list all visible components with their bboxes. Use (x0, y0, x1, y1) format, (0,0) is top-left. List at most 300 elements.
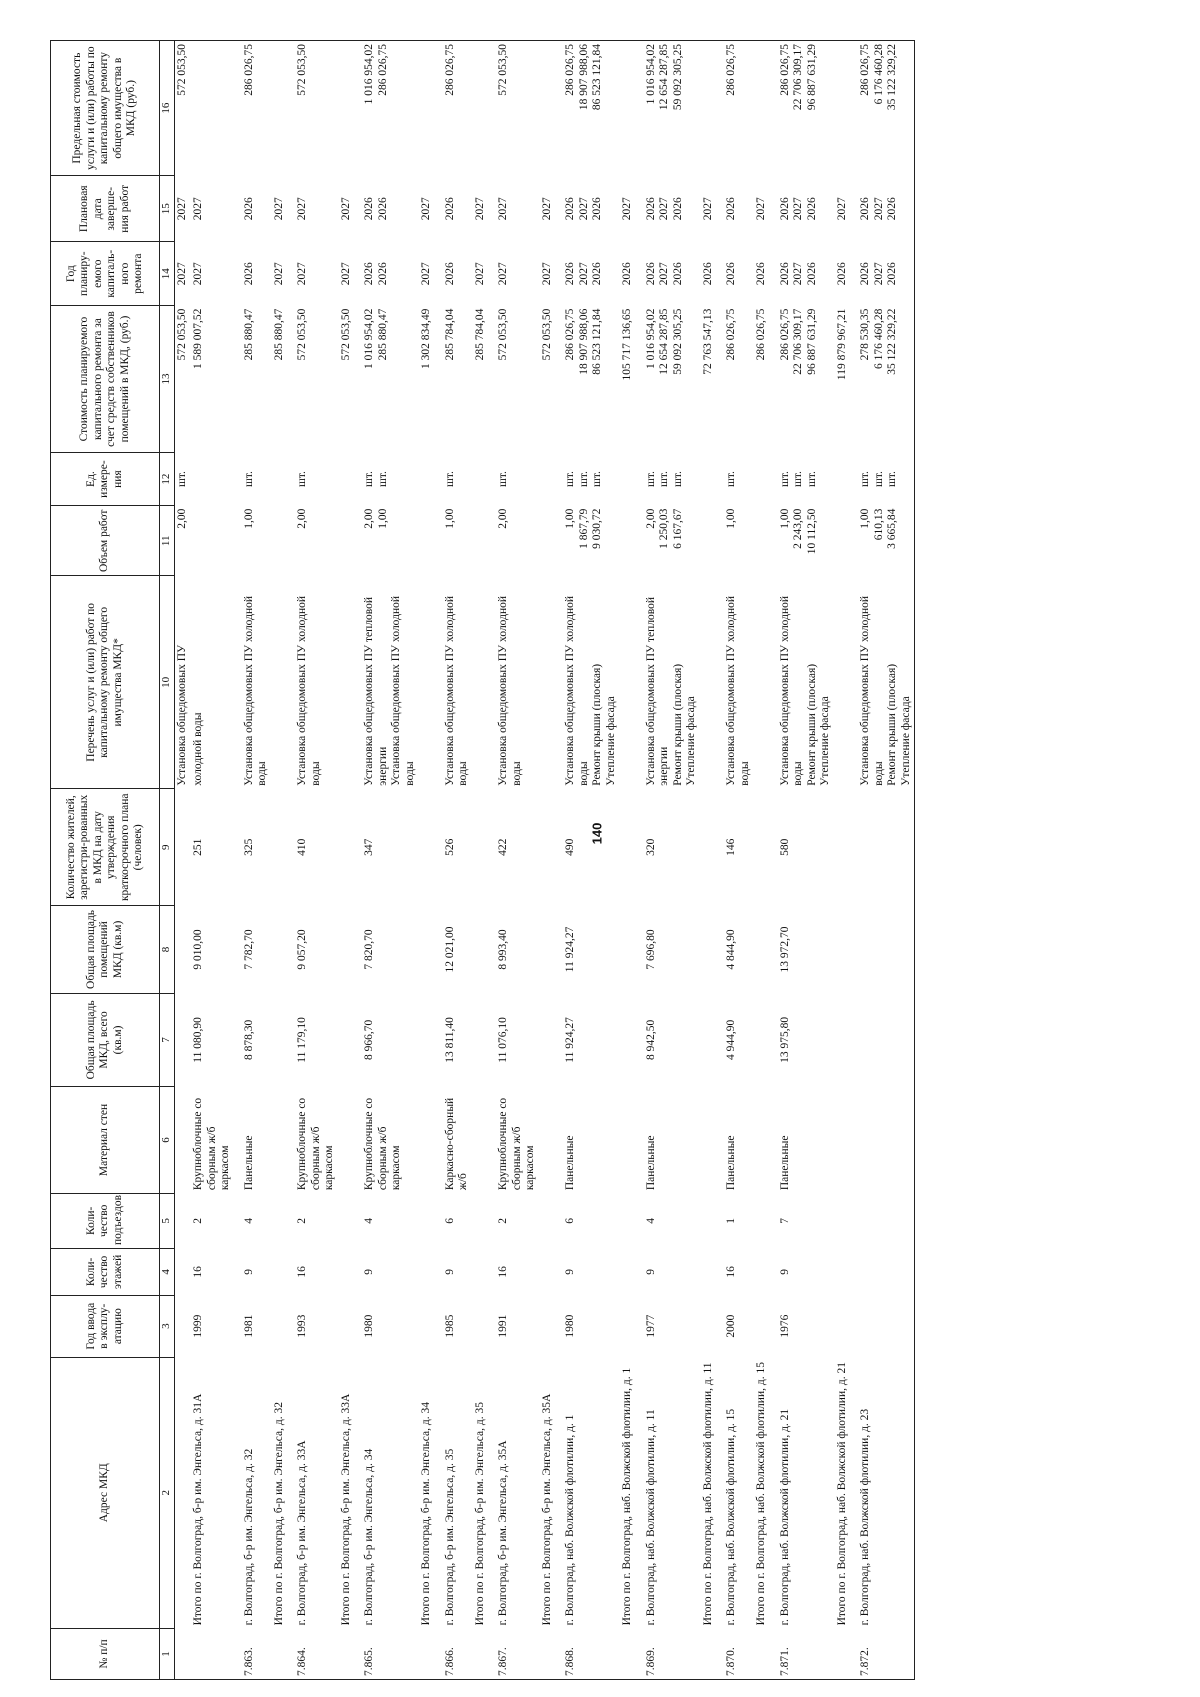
row-number: 7.866. (443, 1647, 456, 1676)
cost-line: 6 176 460,28 (872, 308, 885, 369)
floors-cell: 16 (192, 1266, 204, 1278)
end-date-cell (190, 176, 237, 242)
cost-line: 18 907 988,06 (577, 308, 590, 375)
year-cell (834, 1295, 854, 1357)
work-cell (357, 576, 418, 789)
end-date-cell (271, 176, 291, 242)
cost-line: 22 706 309,17 (792, 308, 804, 375)
end-date-cell (753, 176, 773, 242)
unit-cell (290, 452, 338, 505)
entrances-cell: 4 (363, 1217, 375, 1224)
end-date-cell (558, 176, 619, 242)
limit-cell (190, 41, 237, 176)
repair-year-line: 2026 (725, 262, 737, 286)
column-header: Общая площадь помещений МКД (кв.м) (51, 906, 160, 993)
total-area-cell (700, 993, 720, 1087)
unit-cell (237, 452, 271, 505)
entrances-cell (418, 1193, 438, 1248)
repair-year-line: 2026 (859, 262, 871, 286)
wall-material-cell (418, 1087, 438, 1193)
cost-cell (438, 306, 472, 453)
volume-line: 1 250,03 (658, 508, 670, 549)
residents-cell (418, 789, 438, 906)
floors-cell: 9 (242, 1269, 255, 1275)
column-number: 2 (160, 1357, 175, 1628)
work-line: Утепление фасада (685, 696, 697, 786)
work-cell (639, 576, 700, 789)
repair-year-cell (438, 242, 472, 306)
cost-line: 96 887 631,29 (805, 308, 818, 375)
year-cell: 1985 (443, 1314, 456, 1338)
column-header: Стоимость планируемого капитального ремонта за счет средств собственников помещений в МКД, (руб.) (51, 306, 160, 453)
cost-line: 1 016 954,02 (644, 308, 657, 369)
address-cell: г. Волгоград, б-р им. Энгельса, д. 35 (443, 1448, 456, 1626)
total-area-cell: 13 811,40 (443, 1017, 456, 1063)
entrances-cell: 2 (192, 1217, 204, 1224)
floors-cell: 9 (644, 1269, 657, 1275)
cost-cell (357, 306, 418, 453)
premises-area-cell: 7 820,70 (363, 929, 375, 970)
unit-cell: шт. (175, 471, 188, 488)
end-date-cell (773, 176, 834, 242)
volume-cell (237, 506, 271, 576)
floors-cell (338, 1248, 358, 1295)
volume-cell: 2,00 (175, 508, 188, 529)
residents-cell (700, 789, 720, 906)
unit-cell (834, 452, 854, 505)
premises-area-cell (753, 906, 773, 993)
repair-year-line: 2026 (755, 262, 767, 286)
empty-cell (174, 789, 190, 906)
column-header: Год ввода в эксплу-атацию (51, 1295, 160, 1357)
volume-cell (558, 506, 619, 576)
year-cell: 1991 (497, 1314, 509, 1338)
row-number: 7.872. (859, 1647, 871, 1676)
repair-year-line: 2027 (296, 262, 308, 286)
row-number: 7.870. (725, 1647, 737, 1676)
end-date-cell (853, 176, 915, 242)
repair-year-cell (700, 242, 720, 306)
column-header: Материал стен (51, 1087, 160, 1193)
repair-year-line: 2027 (473, 262, 486, 286)
volume-line: 1,00 (242, 508, 255, 529)
work-cell (834, 576, 854, 789)
cost-cell (472, 306, 492, 453)
empty-cell (174, 1193, 190, 1248)
empty-cell (174, 1295, 190, 1357)
limit-line: 1 016 954,02 (644, 44, 657, 105)
repair-year-cell (290, 242, 338, 306)
address-row (773, 41, 834, 1680)
repair-year-cell (773, 242, 834, 306)
year-cell (753, 1295, 773, 1357)
cost-cell (834, 306, 854, 453)
end-date-cell (290, 176, 338, 242)
end-date-line: 2026 (242, 197, 255, 221)
work-cell (558, 576, 619, 789)
unit-cell (539, 452, 559, 505)
cost-cell (619, 306, 639, 453)
row-number (539, 1628, 559, 1679)
limit-cell (639, 41, 700, 176)
limit-line: 59 092 305,25 (671, 44, 684, 111)
work-line: Установка общедомовых ПУ тепловой энергии (363, 596, 389, 786)
total-area-cell: 11 076,10 (497, 1017, 509, 1063)
total-area-cell: 11 924,27 (564, 1017, 576, 1063)
column-header: Коли-чество этажей (51, 1248, 160, 1295)
repair-year-cell (357, 242, 418, 306)
column-header: Ед. измере-ния (51, 452, 160, 505)
limit-line: 96 887 631,29 (805, 44, 818, 111)
wall-material-cell: Крупноблочные со сборным ж/б каркасом (363, 1097, 402, 1191)
premises-area-cell: 13 972,70 (778, 926, 791, 973)
work-line: Установка общедомовых ПУ холодной воды (859, 595, 885, 786)
cost-cell (418, 306, 438, 453)
total-row (472, 41, 492, 1680)
repair-year-cell (491, 242, 539, 306)
cost-line: 572 053,50 (497, 308, 509, 361)
total-row (338, 41, 358, 1680)
address-cell: Итого по г. Волгоград, б-р им. Энгельса, д. 35А (540, 1393, 553, 1626)
total-row (271, 41, 291, 1680)
unit-line: шт. (792, 471, 804, 488)
end-date-cell (700, 176, 720, 242)
end-date-line: 2026 (644, 197, 657, 221)
limit-cell: 572 053,50 (175, 44, 188, 96)
empty-cell (174, 906, 190, 993)
unit-cell (773, 452, 834, 505)
wall-material-cell: Каркасно-сборный ж/б (443, 1097, 469, 1191)
cost-cell (558, 306, 619, 453)
work-cell: Установка общедомовых ПУ (175, 644, 188, 786)
wall-material-cell (834, 1087, 854, 1193)
cost-cell (700, 306, 720, 453)
cost-line: 1 016 954,02 (363, 308, 375, 369)
volume-cell (190, 506, 237, 576)
repair-year-line: 2027 (792, 262, 804, 286)
address-cell: Итого по г. Волгоград, наб. Волжской флотилии, д. 1 (621, 1367, 633, 1626)
entrances-cell: 2 (497, 1217, 509, 1224)
unit-line: шт. (778, 471, 791, 488)
volume-line: 1,00 (859, 508, 871, 529)
total-area-cell: 8 942,50 (644, 1019, 657, 1061)
work-line: Установка общедомовых ПУ холодной воды (296, 595, 322, 786)
work-line: Установка общедомовых ПУ холодной воды (497, 595, 523, 786)
cost-line: 572 053,50 (296, 308, 308, 361)
column-number: 11 (160, 506, 175, 576)
unit-line: шт. (577, 471, 590, 488)
row-number: 7.867. (497, 1647, 509, 1676)
year-cell: 1981 (242, 1314, 255, 1338)
page-number: 140 (589, 822, 605, 845)
address-cell: г. Волгоград, наб. Волжской флотилии, д. 23 (859, 1408, 871, 1626)
end-date-line: 2027 (755, 197, 767, 221)
row-number: 7.871. (778, 1647, 791, 1676)
address-row (491, 41, 539, 1680)
volume-line: 2,00 (644, 508, 657, 529)
residents-cell: 325 (242, 838, 255, 856)
total-row (700, 41, 720, 1680)
wall-material-cell (753, 1087, 773, 1193)
residents-cell: 526 (443, 838, 456, 856)
work-line: Ремонт крыши (плоская) (591, 663, 603, 786)
end-date-line: 2026 (886, 197, 898, 221)
floors-cell (619, 1248, 639, 1295)
wall-material-cell (619, 1087, 639, 1193)
work-line: Утепление фасада (819, 696, 831, 786)
address-row (237, 41, 271, 1680)
limit-cell (491, 41, 539, 176)
unit-line: шт. (658, 471, 670, 488)
end-date-line: 2026 (591, 197, 603, 221)
end-date-cell (834, 176, 854, 242)
limit-line: 286 026,75 (859, 44, 871, 96)
total-area-cell (539, 993, 559, 1087)
cost-cell (773, 306, 834, 453)
limit-cell (237, 41, 271, 176)
cost-line: 572 053,50 (339, 308, 352, 361)
total-area-cell: 8 966,70 (363, 1019, 375, 1061)
cost-cell (190, 306, 237, 453)
repair-year-line: 2027 (272, 262, 285, 286)
total-row (418, 41, 438, 1680)
volume-cell (539, 506, 559, 576)
work-cell (773, 576, 834, 789)
premises-area-cell (853, 906, 915, 993)
premises-area-cell (834, 906, 854, 993)
address-row (357, 41, 418, 1680)
repair-year-line: 2026 (242, 262, 255, 286)
residents-cell (539, 789, 559, 906)
repair-year-cell (558, 242, 619, 306)
volume-cell (290, 506, 338, 576)
end-date-line: 2027 (296, 197, 308, 221)
total-row (753, 41, 773, 1680)
limit-cell (853, 41, 915, 176)
unit-line: шт. (859, 471, 871, 488)
floors-cell: 16 (296, 1266, 308, 1278)
unit-cell (338, 452, 358, 505)
volume-line: 1,00 (443, 508, 456, 529)
end-date-cell (639, 176, 700, 242)
row-number (619, 1628, 639, 1679)
empty-cell (174, 1357, 190, 1628)
work-cell (237, 576, 271, 789)
cost-line: 105 717 136,65 (621, 308, 633, 381)
limit-line: 572 053,50 (296, 44, 308, 96)
column-number: 16 (160, 41, 175, 176)
work-line: Утепление фасада (899, 696, 912, 786)
end-date-line: 2027 (577, 197, 590, 221)
column-number: 13 (160, 306, 175, 453)
work-line: Ремонт крыши (плоская) (805, 663, 818, 786)
work-cell (438, 576, 472, 789)
volume-cell (271, 506, 291, 576)
limit-line: 1 016 954,02 (363, 44, 375, 105)
column-number: 9 (160, 789, 175, 906)
limit-cell (290, 41, 338, 176)
total-area-cell: 13 975,80 (778, 1016, 791, 1063)
volume-cell (472, 506, 492, 576)
column-number: 10 (160, 576, 175, 789)
work-cell (700, 576, 720, 789)
entrances-cell (472, 1193, 492, 1248)
empty-cell (174, 1248, 190, 1295)
row-number (472, 1628, 492, 1679)
entrances-cell (700, 1193, 720, 1248)
volume-line: 9 030,72 (591, 508, 603, 549)
wall-material-cell: Панельные (778, 1135, 791, 1191)
limit-cell (357, 41, 418, 176)
floors-cell: 16 (497, 1266, 509, 1278)
column-header: Адрес МКД (51, 1357, 160, 1628)
repair-year-line: 2026 (644, 262, 657, 286)
row-number: 7.864. (296, 1647, 308, 1676)
unit-line: шт. (564, 471, 576, 488)
repair-year-line: 2026 (701, 262, 714, 286)
row-number (418, 1628, 438, 1679)
address-cell: Итого по г. Волгоград, б-р им. Энгельса, д. 31А (192, 1393, 204, 1626)
unit-line: шт. (497, 471, 509, 488)
volume-cell (338, 506, 358, 576)
wall-material-cell (271, 1087, 291, 1193)
empty-cell (174, 1087, 190, 1193)
limit-line: 12 654 287,85 (658, 44, 670, 111)
wall-material-cell: Панельные (725, 1135, 737, 1191)
column-number: 1 (160, 1628, 175, 1679)
column-number: 8 (160, 906, 175, 993)
work-cell (290, 576, 338, 789)
cost-line: 1 302 834,49 (420, 308, 432, 369)
premises-area-cell (418, 906, 438, 993)
end-date-cell: 2027 (175, 197, 188, 221)
wall-material-cell (853, 1087, 915, 1193)
cost-line: 119 879 967,21 (835, 308, 848, 381)
residents-cell: 251 (192, 838, 204, 856)
floors-cell: 16 (725, 1266, 737, 1278)
repair-year-line: 2027 (420, 262, 432, 286)
limit-line: 6 176 460,28 (872, 44, 885, 105)
end-date-cell (539, 176, 559, 242)
limit-cell (834, 41, 854, 176)
work-cell (338, 576, 358, 789)
column-header: Плановая дата заверше-ния работ (51, 176, 160, 242)
repair-year-line: 2027 (339, 262, 352, 286)
volume-line: 1,00 (564, 508, 576, 529)
unit-line: шт. (671, 471, 684, 488)
work-line: Установка общедомовых ПУ тепловой энергии (644, 596, 670, 786)
unit-cell (619, 452, 639, 505)
repair-year-cell (418, 242, 438, 306)
cost-cell (237, 306, 271, 453)
unit-cell (438, 452, 472, 505)
year-cell: 1980 (363, 1314, 375, 1338)
total-area-cell (418, 993, 438, 1087)
limit-line: 86 523 121,84 (591, 44, 603, 111)
row-number (271, 1628, 291, 1679)
total-row (834, 41, 854, 1680)
row-number (190, 1628, 237, 1679)
limit-cell (271, 41, 291, 176)
work-cell (719, 576, 753, 789)
premises-area-cell (700, 906, 720, 993)
unit-cell (700, 452, 720, 505)
limit-cell (472, 41, 492, 176)
end-date-cell (418, 176, 438, 242)
cost-line: 278 530,35 (859, 308, 871, 361)
cost-cell (853, 306, 915, 453)
unit-cell (190, 452, 237, 505)
work-line: Установка общедомовых ПУ холодной воды (390, 595, 416, 786)
work-line: Ремонт крыши (плоская) (886, 663, 898, 786)
limit-line: 35 122 329,22 (886, 44, 898, 111)
repair-year-cell (338, 242, 358, 306)
limit-line: 286 026,75 (564, 44, 576, 96)
volume-line: 1,00 (376, 508, 389, 529)
residents-cell (338, 789, 358, 906)
column-header: Общая площадь МКД, всего (кв.м) (51, 993, 160, 1087)
work-line: Установка общедомовых ПУ холодной воды (242, 595, 268, 786)
unit-cell (357, 452, 418, 505)
table-header (51, 41, 175, 1680)
cost-cell (539, 306, 559, 453)
address-cell: Итого по г. Волгоград, б-р им. Энгельса, д. 35 (473, 1402, 486, 1626)
work-cell (472, 576, 492, 789)
premises-area-cell: 7 696,80 (644, 929, 657, 970)
total-area-cell: 11 179,10 (296, 1017, 308, 1063)
volume-cell (418, 506, 438, 576)
cost-line: 286 026,75 (778, 308, 791, 361)
work-line: холодной воды (192, 712, 204, 786)
column-number: 4 (160, 1248, 175, 1295)
address-cell: Итого по г. Волгоград, б-р им. Энгельса, д. 33А (339, 1393, 352, 1626)
unit-cell (639, 452, 700, 505)
end-date-cell (438, 176, 472, 242)
year-cell: 2000 (725, 1314, 737, 1338)
limit-line: 286 026,75 (443, 44, 456, 96)
repair-year-line: 2027 (872, 262, 885, 286)
limit-cell (619, 41, 639, 176)
residents-cell: 146 (725, 838, 737, 856)
work-cell (619, 576, 639, 789)
rotated-table-container (50, 40, 1160, 1680)
volume-cell (753, 506, 773, 576)
volume-cell (639, 506, 700, 576)
year-cell: 1980 (564, 1314, 576, 1338)
floors-cell (853, 1248, 915, 1295)
end-date-line: 2027 (835, 197, 848, 221)
repair-year-cell (190, 242, 237, 306)
floors-cell: 9 (564, 1269, 576, 1275)
end-date-line: 2027 (701, 197, 714, 221)
volume-line: 1,00 (778, 508, 791, 529)
address-cell: Итого по г. Волгоград, б-р им. Энгельса, д. 34 (420, 1402, 432, 1626)
unit-line: шт. (872, 471, 885, 488)
column-header: Количество жителей, зарегистри-рованных в МКД на дату утверждения краткосрочного плана (человек) (51, 789, 160, 906)
end-date-line: 2027 (792, 197, 804, 221)
limit-cell (558, 41, 619, 176)
residents-cell (271, 789, 291, 906)
unit-line: шт. (725, 471, 737, 488)
volume-cell (438, 506, 472, 576)
unit-cell (472, 452, 492, 505)
work-cell (491, 576, 539, 789)
repair-year-line: 2026 (591, 262, 603, 286)
address-row (290, 41, 338, 1680)
end-date-line: 2026 (363, 197, 375, 221)
repair-year-cell (271, 242, 291, 306)
volume-cell (491, 506, 539, 576)
